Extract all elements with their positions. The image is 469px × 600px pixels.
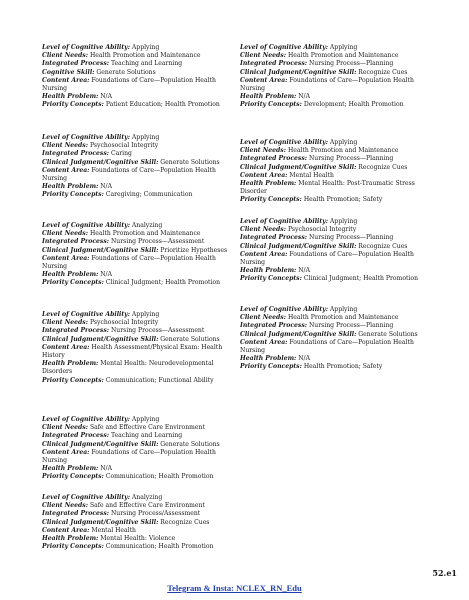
field-label: Health Problem: (42, 183, 99, 191)
metadata-line (240, 196, 440, 204)
metadata-line (240, 60, 440, 68)
metadata-line (240, 147, 440, 155)
field-value: Communication; Functional Ability (105, 376, 214, 384)
field-label: Health Problem: (42, 271, 99, 279)
field-label: Integrated Process: (42, 238, 110, 246)
field-label: Priority Concepts: (240, 363, 302, 371)
metadata-line (42, 101, 242, 109)
metadata-line (240, 267, 440, 275)
field-label: Level of Cognitive Ability: (240, 139, 328, 146)
field-label: Priority Concepts: (240, 196, 302, 204)
field-label: Integrated Process: (42, 327, 110, 335)
metadata-line (42, 327, 242, 335)
field-value: Applying (131, 416, 160, 423)
metadata-line (42, 183, 242, 191)
field-label: Content Area: (42, 448, 90, 456)
field-value: Nursing Process—Planning (308, 155, 394, 163)
field-value: Teaching and Learning (110, 432, 183, 440)
page-number: 52.e1 (432, 568, 457, 578)
field-label: Level of Cognitive Ability: (42, 311, 130, 318)
rationale-block (42, 222, 242, 288)
field-value: Safe and Effective Care Environment (89, 502, 205, 510)
field-value: Applying (329, 306, 358, 313)
metadata-line (240, 314, 440, 322)
field-value: Foundations of Care—Population Health Nursing (240, 338, 414, 355)
field-label: Client Needs: (240, 52, 286, 60)
metadata-line (42, 449, 242, 465)
field-value: N/A (298, 93, 311, 101)
field-label: Client Needs: (42, 319, 88, 327)
metadata-line (42, 134, 242, 142)
metadata-line (240, 355, 440, 363)
metadata-line (42, 142, 242, 150)
metadata-line (42, 510, 242, 518)
metadata-line (240, 218, 440, 226)
field-value: N/A (298, 355, 311, 363)
metadata-line (42, 424, 242, 432)
metadata-line (42, 230, 242, 238)
rationale-block (42, 44, 242, 110)
field-value: Foundations of Care—Population Health Nursing (42, 166, 216, 183)
field-value: Mental Health (91, 526, 136, 534)
field-label: Priority Concepts: (240, 275, 302, 283)
field-label: Clinical Judgment/Cognitive Skill: (240, 242, 357, 250)
field-label: Integrated Process: (240, 60, 308, 68)
field-label: Health Problem: (42, 465, 99, 473)
field-label: Client Needs: (42, 424, 88, 432)
metadata-line (240, 69, 440, 77)
metadata-line (240, 164, 440, 172)
field-value: Psychosocial Integrity (287, 226, 357, 234)
rationale-block (42, 494, 242, 551)
field-label: Priority Concepts: (42, 101, 104, 109)
metadata-line (42, 191, 242, 199)
metadata-line (240, 93, 440, 101)
metadata-line (240, 243, 440, 251)
field-value: Generate Solutions (96, 68, 156, 76)
field-label: Priority Concepts: (42, 376, 104, 384)
metadata-line (42, 279, 242, 287)
metadata-line (240, 306, 440, 314)
field-value: Mental Health: Neurodevelopmental Disorders (42, 360, 214, 376)
metadata-line (240, 234, 440, 242)
metadata-line (42, 247, 242, 255)
metadata-line (42, 44, 242, 52)
rationale-block (42, 311, 242, 385)
field-value: Foundations of Care—Population Health Nursing (240, 76, 414, 93)
metadata-line (240, 363, 440, 371)
metadata-line (240, 331, 440, 339)
field-label: Level of Cognitive Ability: (42, 222, 130, 229)
metadata-line (42, 465, 242, 473)
field-label: Health Problem: (42, 360, 99, 368)
field-label: Integrated Process: (42, 510, 110, 518)
field-value: Mental Health: Post-Traumatic Stress Disorder (240, 180, 415, 196)
field-value: Nursing Process—Planning (308, 322, 394, 330)
metadata-line (42, 255, 242, 271)
field-value: Analyzing (131, 494, 163, 501)
metadata-line (240, 226, 440, 234)
metadata-line (42, 319, 242, 327)
metadata-line (42, 77, 242, 93)
field-value: Applying (131, 311, 160, 318)
rationale-block (42, 134, 242, 200)
metadata-line (240, 180, 440, 196)
field-label: Clinical Judgment/Cognitive Skill: (240, 163, 357, 171)
field-value: Foundations of Care—Population Health Nursing (42, 254, 216, 271)
field-label: Level of Cognitive Ability: (240, 218, 328, 225)
field-value: Foundations of Care—Population Health Nursing (240, 250, 414, 267)
field-label: Clinical Judgment/Cognitive Skill: (42, 518, 159, 526)
metadata-line (240, 251, 440, 267)
metadata-line (240, 172, 440, 180)
metadata-line (42, 360, 242, 376)
rationale-block (240, 139, 440, 205)
field-value: Foundations of Care—Population Health Nursing (42, 448, 216, 465)
metadata-line (42, 69, 242, 77)
metadata-line (240, 339, 440, 355)
field-value: Generate Solutions (160, 158, 220, 166)
field-label: Clinical Judgment/Cognitive Skill: (240, 68, 357, 76)
metadata-line (42, 222, 242, 230)
metadata-line (42, 238, 242, 246)
field-label: Priority Concepts: (240, 101, 302, 109)
field-value: Analyzing (131, 222, 163, 229)
field-label: Clinical Judgment/Cognitive Skill: (42, 335, 159, 343)
metadata-line (240, 52, 440, 60)
field-label: Integrated Process: (42, 150, 110, 158)
field-value: Caregiving; Communication (105, 191, 193, 199)
field-value: Recognize Cues (358, 242, 408, 250)
field-value: Applying (329, 218, 358, 225)
metadata-line (42, 473, 242, 481)
field-label: Priority Concepts: (42, 473, 104, 481)
field-value: N/A (298, 267, 311, 275)
metadata-line (42, 150, 242, 158)
field-label: Clinical Judgment/Cognitive Skill: (42, 440, 159, 448)
field-label: Content Area: (42, 254, 90, 262)
field-value: Health Promotion and Maintenance (89, 230, 201, 238)
field-value: Development; Health Promotion (303, 101, 404, 109)
field-label: Content Area: (42, 76, 90, 84)
metadata-line (42, 432, 242, 440)
metadata-line (42, 271, 242, 279)
field-label: Content Area: (42, 343, 90, 351)
metadata-line (240, 77, 440, 93)
field-value: Applying (131, 134, 160, 141)
field-value: Communication; Health Promotion (105, 543, 214, 551)
metadata-line (240, 44, 440, 52)
metadata-line (42, 543, 242, 551)
field-value: Caring (110, 150, 132, 158)
metadata-line (240, 155, 440, 163)
field-value: Psychosocial Integrity (89, 319, 159, 327)
metadata-line (42, 494, 242, 502)
field-label: Priority Concepts: (42, 191, 104, 199)
field-value: Health Promotion and Maintenance (287, 52, 399, 60)
field-value: Generate Solutions (358, 330, 418, 338)
field-label: Client Needs: (240, 226, 286, 234)
field-label: Integrated Process: (240, 234, 308, 242)
field-label: Level of Cognitive Ability: (240, 306, 328, 313)
rationale-block (42, 416, 242, 482)
field-value: Health Promotion and Maintenance (287, 147, 399, 155)
field-value: N/A (100, 93, 113, 101)
field-label: Content Area: (240, 250, 288, 258)
field-value: Nursing Process—Planning (308, 234, 394, 242)
field-label: Level of Cognitive Ability: (42, 134, 130, 141)
field-label: Client Needs: (42, 52, 88, 60)
field-label: Client Needs: (42, 502, 88, 510)
field-value: Nursing Process—Planning (308, 60, 394, 68)
field-label: Integrated Process: (42, 60, 110, 68)
field-value: Health Promotion and Maintenance (287, 314, 399, 322)
field-label: Clinical Judgment/Cognitive Skill: (240, 330, 357, 338)
field-value: Recognize Cues (160, 518, 210, 526)
metadata-line (42, 527, 242, 535)
field-label: Content Area: (240, 338, 288, 346)
field-value: Mental Health (289, 171, 334, 179)
field-value: Psychosocial Integrity (89, 142, 159, 150)
field-label: Client Needs: (240, 147, 286, 155)
field-value: Clinical Judgment; Health Promotion (303, 275, 419, 283)
field-value: Clinical Judgment; Health Promotion (105, 279, 221, 287)
field-label: Client Needs: (42, 230, 88, 238)
field-value: Nursing Process—Assessment (110, 327, 205, 335)
field-label: Integrated Process: (240, 322, 308, 330)
field-value: Health Promotion; Safety (303, 363, 383, 371)
field-label: Clinical Judgment/Cognitive Skill: (42, 246, 159, 254)
field-label: Health Problem: (240, 180, 297, 188)
metadata-line (240, 275, 440, 283)
metadata-line (42, 416, 242, 424)
metadata-line (42, 336, 242, 344)
metadata-line (42, 502, 242, 510)
field-label: Health Problem: (240, 93, 297, 101)
field-value: N/A (100, 465, 113, 473)
field-value: Teaching and Learning (110, 60, 183, 68)
field-label: Priority Concepts: (42, 279, 104, 287)
metadata-line (240, 101, 440, 109)
field-value: Nursing Process—Assessment (110, 238, 205, 246)
metadata-line (42, 167, 242, 183)
field-value: Patient Education; Health Promotion (105, 101, 220, 109)
field-label: Integrated Process: (240, 155, 308, 163)
field-value: Recognize Cues (358, 163, 408, 171)
field-value: Applying (329, 44, 358, 51)
field-label: Health Problem: (240, 267, 297, 275)
field-label: Client Needs: (42, 142, 88, 150)
metadata-line (42, 344, 242, 360)
field-value: Health Promotion and Maintenance (89, 52, 201, 60)
metadata-line (240, 139, 440, 147)
metadata-line (42, 377, 242, 385)
field-label: Clinical Judgment/Cognitive Skill: (42, 158, 159, 166)
metadata-line (240, 322, 440, 330)
metadata-line (42, 311, 242, 319)
field-label: Level of Cognitive Ability: (42, 416, 130, 423)
field-label: Level of Cognitive Ability: (240, 44, 328, 51)
field-label: Content Area: (42, 526, 90, 534)
rationale-block (240, 44, 440, 110)
metadata-line (42, 93, 242, 101)
metadata-line (42, 52, 242, 60)
field-label: Health Problem: (42, 535, 99, 543)
field-value: Applying (131, 44, 160, 51)
metadata-line (42, 159, 242, 167)
field-value: Nursing Process/Assessment (110, 510, 201, 518)
field-value: Applying (329, 139, 358, 146)
field-value: Mental Health: Violence (100, 535, 176, 543)
rationale-block (240, 306, 440, 372)
field-label: Health Problem: (240, 355, 297, 363)
footer-link[interactable]: Telegram & Insta: NCLEX_RN_Edu (167, 583, 302, 593)
rationale-block (240, 218, 440, 284)
field-label: Priority Concepts: (42, 543, 104, 551)
field-label: Health Problem: (42, 93, 99, 101)
field-value: Generate Solutions (160, 335, 220, 343)
field-value: Generate Solutions (160, 440, 220, 448)
field-value: Foundations of Care—Population Health Nursing (42, 76, 216, 93)
metadata-line (42, 441, 242, 449)
field-label: Content Area: (240, 171, 288, 179)
field-value: N/A (100, 183, 113, 191)
field-label: Integrated Process: (42, 432, 110, 440)
metadata-line (42, 60, 242, 68)
field-label: Level of Cognitive Ability: (42, 44, 130, 51)
field-value: Health Assessment/Physical Exam: Health History (42, 343, 223, 360)
field-value: Prioritize Hypotheses (160, 246, 228, 254)
field-value: Recognize Cues (358, 68, 408, 76)
field-label: Level of Cognitive Ability: (42, 494, 130, 501)
field-value: Communication; Health Promotion (105, 473, 214, 481)
field-label: Cognitive Skill: (42, 68, 95, 76)
field-value: Safe and Effective Care Environment (89, 424, 205, 432)
metadata-line (42, 519, 242, 527)
metadata-line (42, 535, 242, 543)
field-label: Content Area: (240, 76, 288, 84)
field-value: Health Promotion; Safety (303, 196, 383, 204)
field-label: Content Area: (42, 166, 90, 174)
field-label: Client Needs: (240, 314, 286, 322)
field-value: N/A (100, 271, 113, 279)
